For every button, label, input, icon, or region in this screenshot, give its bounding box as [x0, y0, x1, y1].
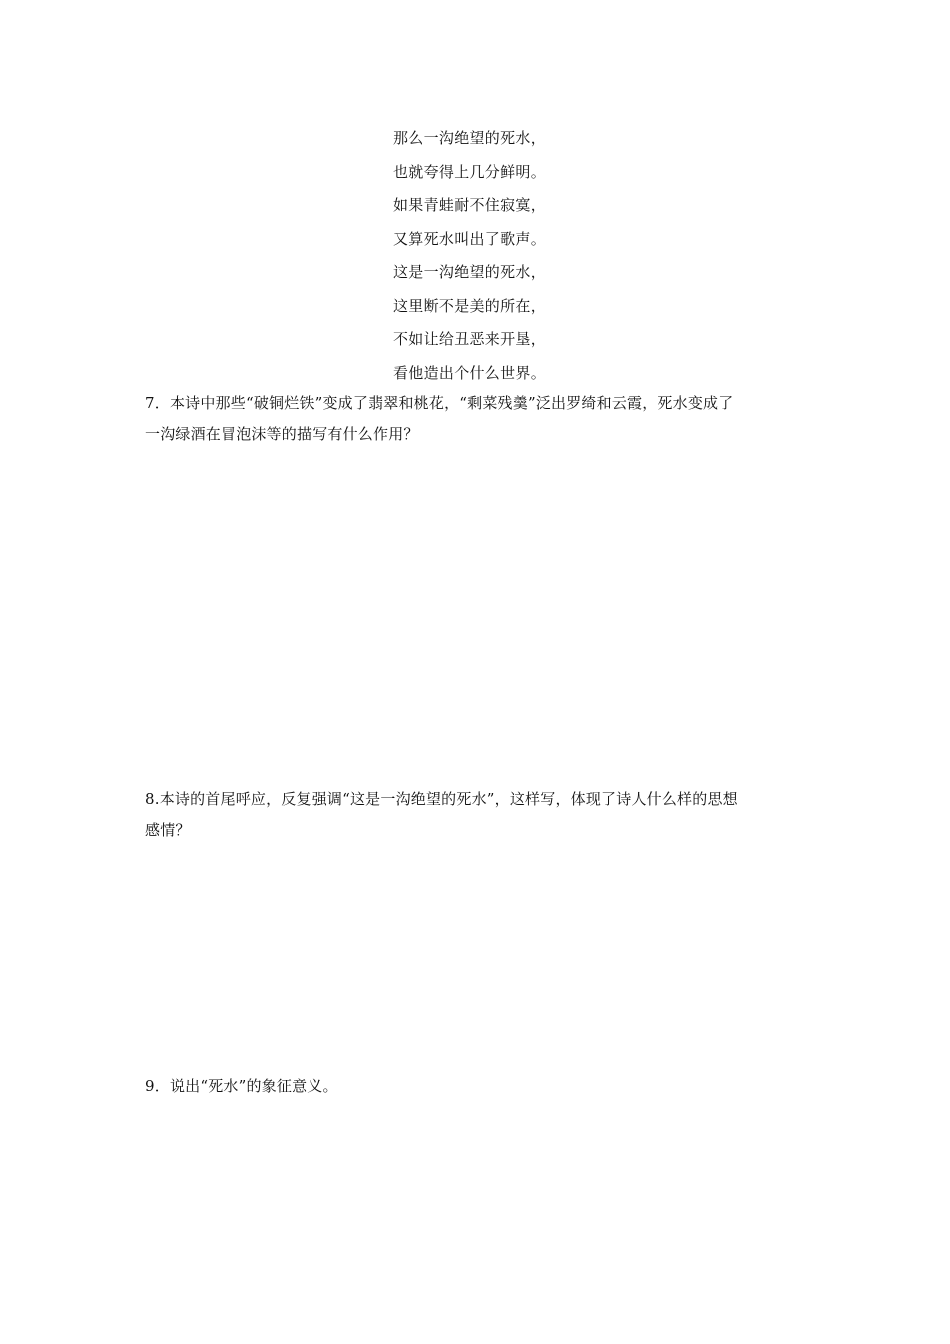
poem-line: 这是一沟绝望的死水， — [393, 263, 547, 281]
question-text: 9．说出“死水”的象征意义。 — [145, 1077, 338, 1095]
question-text: 一沟绿酒在冒泡沫等的描写有什么作用？ — [145, 425, 419, 443]
question-7 — [145, 388, 815, 450]
question-9 — [145, 1071, 815, 1102]
poem-line: 这里断不是美的所在， — [393, 296, 547, 315]
poem-excerpt — [393, 122, 693, 390]
poem-line: 如果青蛙耐不住寂寞， — [393, 196, 547, 214]
question-text: 7．本诗中那些“破铜烂铁”变成了翡翠和桃花，“剩菜残羹”泛出罗绮和云霞，死水变成了 — [145, 394, 734, 412]
question-8 — [145, 784, 815, 846]
poem-line: 又算死水叫出了歌声。 — [393, 229, 547, 248]
poem-line: 看他造出个什么世界。 — [393, 363, 547, 382]
poem-line: 也就夸得上几分鲜明。 — [393, 162, 547, 181]
question-text: 8.本诗的首尾呼应，反复强调“这是一沟绝望的死水”，这样写，体现了诗人什么样的思想 — [145, 790, 738, 808]
poem-line: 那么一沟绝望的死水， — [393, 129, 547, 147]
question-text: 感情？ — [145, 821, 191, 839]
poem-line: 不如让给丑恶来开垦， — [393, 330, 547, 348]
